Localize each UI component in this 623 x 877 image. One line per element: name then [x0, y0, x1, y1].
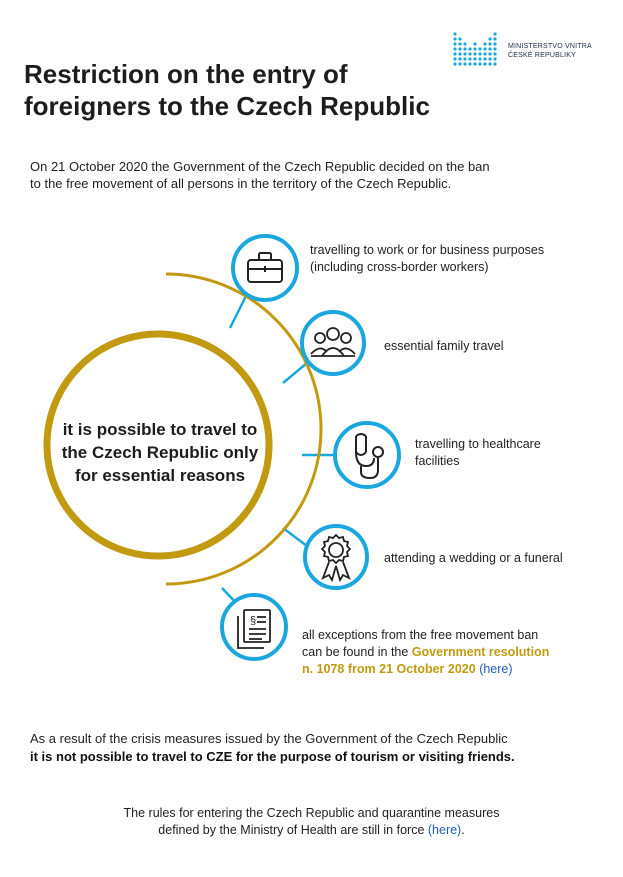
intro-line-2: to the free movement of all persons in the territory of the Czech Republic.	[30, 176, 452, 191]
reason-work-travel	[310, 242, 610, 276]
exceptions-line-2-prefix: can be found in the	[302, 645, 412, 659]
document-icon-circle	[222, 595, 286, 659]
exceptions-line-2	[302, 644, 594, 661]
rules-line-2-text: defined by the Ministry of Health are still in force	[158, 823, 428, 837]
exceptions-line-1: all exceptions from the free movement ban	[302, 628, 539, 642]
center-line-1: it is possible to travel to	[62, 420, 258, 439]
title-line-1: Restriction on the entry of	[24, 59, 348, 89]
reason-wedding-line-1: attending a wedding or a funeral	[384, 551, 563, 565]
svg-text:§: §	[250, 615, 257, 627]
reason-wedding-funeral	[384, 550, 609, 567]
resolution-number-highlight: n. 1078 from 21 October 2020	[302, 662, 476, 676]
result-line-1: As a result of the crisis measures issued by the Government of the Czech Republic	[30, 731, 508, 746]
center-line-2: the Czech Republic only	[61, 443, 259, 462]
title-line-2: foreigners to the Czech Republic	[24, 91, 430, 121]
center-statement	[46, 418, 274, 487]
exceptions-line-3	[302, 661, 594, 678]
reason-healthcare-line-2: facilities	[415, 454, 460, 468]
reason-healthcare-line-1: travelling to healthcare	[415, 437, 541, 451]
center-line-3: for essential reasons	[74, 466, 246, 485]
result-paragraph	[30, 730, 600, 766]
ministry-of-health-link[interactable]: (here)	[427, 823, 462, 837]
reason-healthcare-travel	[415, 436, 605, 470]
reason-family-travel	[384, 338, 604, 355]
government-resolution-highlight: Government resolution	[411, 645, 550, 659]
rules-line-2	[0, 822, 623, 839]
rules-paragraph	[0, 805, 623, 839]
reason-work-line-1: travelling to work or for business purposes	[310, 243, 545, 257]
government-resolution-link[interactable]: (here)	[479, 662, 513, 676]
family-icon-circle	[302, 312, 364, 374]
intro-paragraph	[30, 158, 595, 192]
rules-line-1: The rules for entering the Czech Republic and quarantine measures	[123, 806, 500, 820]
ministry-logo-text	[508, 42, 592, 60]
page-title	[24, 58, 504, 122]
intro-line-1: On 21 October 2020 the Government of the Czech Republic decided on the ban	[30, 159, 490, 174]
logo-line-2: ČESKÉ REPUBLIKY	[508, 52, 576, 59]
reason-family-line-1: essential family travel	[384, 339, 504, 353]
reason-exceptions	[302, 627, 594, 678]
rules-line-2-end: .	[461, 823, 465, 837]
logo-line-1: MINISTERSTVO VNITRA	[508, 43, 592, 50]
result-line-2: it is not possible to travel to CZE for the purpose of tourism or visiting friends.	[30, 749, 515, 764]
reason-work-line-2: (including cross-border workers)	[310, 260, 489, 274]
